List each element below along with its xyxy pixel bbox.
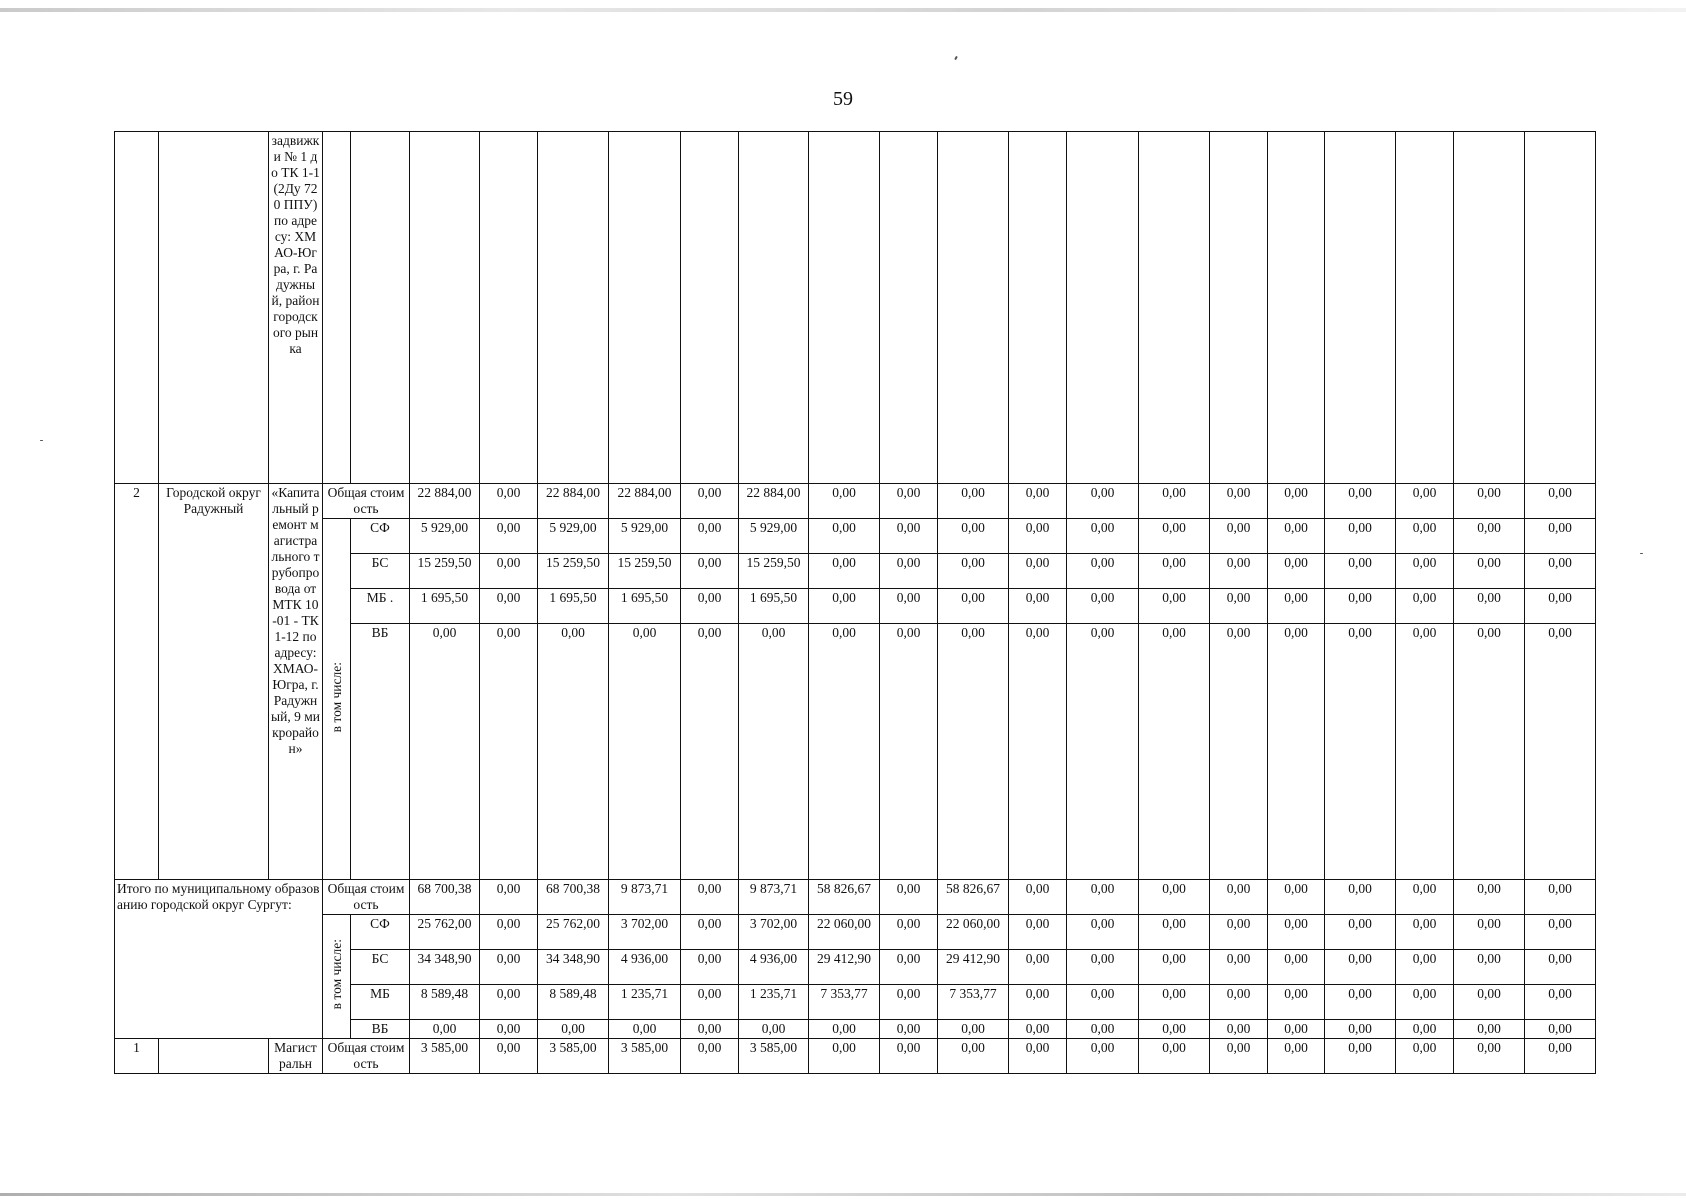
value-cell: 0,00 [681, 1039, 739, 1074]
object-row-group [115, 1039, 1596, 1074]
value-cell: 0,00 [1067, 484, 1139, 519]
value-cell: 0,00 [880, 484, 938, 519]
value-cell: 0,00 [1454, 1039, 1525, 1074]
value-cell: 0,00 [1009, 1020, 1067, 1039]
value-cell: 0,00 [1268, 624, 1325, 880]
cell-empty [159, 132, 269, 484]
value-cell: 0,00 [1268, 880, 1325, 915]
value-cell: 0,00 [1139, 519, 1210, 554]
value-cell: 0,00 [609, 624, 681, 880]
value-cell: 0,00 [1268, 950, 1325, 985]
value-cell: 15 259,50 [609, 554, 681, 589]
value-cell: 0,00 [1009, 950, 1067, 985]
table-row [115, 1039, 1596, 1074]
value-cell: 0,00 [1139, 484, 1210, 519]
value-cell: 68 700,38 [538, 880, 609, 915]
value-cell: 0,00 [410, 624, 480, 880]
value-cell: 0,00 [1210, 484, 1268, 519]
object-name-continued: задвижки № 1 до ТК 1-1 (2Ду 720 ППУ) по адресу: ХМАО-Югра, г. Радужный, район городского рынка [269, 132, 323, 484]
value-cell: 0,00 [1525, 589, 1596, 624]
value-cell: 0,00 [938, 1020, 1009, 1039]
value-cell: 5 929,00 [410, 519, 480, 554]
value-cell: 0,00 [480, 484, 538, 519]
value-cell: 0,00 [1454, 554, 1525, 589]
value-cell: 0,00 [880, 880, 938, 915]
value-cell: 0,00 [1525, 624, 1596, 880]
value-cell: 0,00 [480, 519, 538, 554]
value-cell: 15 259,50 [739, 554, 809, 589]
value-cell: 0,00 [1396, 589, 1454, 624]
value-cell: 0,00 [480, 985, 538, 1020]
value-cell: 1 695,50 [609, 589, 681, 624]
value-cell: 3 585,00 [538, 1039, 609, 1074]
value-cell: 0,00 [880, 1020, 938, 1039]
value-cell: 0,00 [1210, 589, 1268, 624]
value-cell: 1 695,50 [538, 589, 609, 624]
in-total-label: в том числе: [328, 939, 344, 1010]
value-cell: 0,00 [1210, 554, 1268, 589]
value-cell: 0,00 [1268, 985, 1325, 1020]
value-cell: 0,00 [480, 915, 538, 950]
value-cell: 0,00 [1268, 1020, 1325, 1039]
value-cell: 1 235,71 [609, 985, 681, 1020]
value-cell: 0,00 [1210, 985, 1268, 1020]
value-cell: 0,00 [809, 554, 880, 589]
cost-label: Общая стоимость [323, 484, 410, 519]
value-cell: 1 235,71 [739, 985, 809, 1020]
value-cell: 0,00 [1009, 624, 1067, 880]
cost-label: Общая стоимость [323, 880, 410, 915]
value-cell: 0,00 [880, 985, 938, 1020]
value-cell: 0,00 [1210, 1039, 1268, 1074]
value-cell: 0,00 [480, 1039, 538, 1074]
value-cell: 0,00 [609, 1020, 681, 1039]
value-cell: 3 585,00 [609, 1039, 681, 1074]
funding-source-label: ВБ [351, 1020, 410, 1039]
value-cell: 0,00 [1268, 915, 1325, 950]
scan-edge-bottom [0, 1193, 1686, 1196]
municipality-name: Городской округ Радужный [159, 484, 269, 880]
value-cell: 0,00 [1396, 1039, 1454, 1074]
funding-source-label: МБ [351, 985, 410, 1020]
value-cell: 0,00 [1009, 589, 1067, 624]
value-cell: 0,00 [1396, 519, 1454, 554]
value-cell: 0,00 [1454, 519, 1525, 554]
value-cell: 0,00 [880, 1039, 938, 1074]
value-cell: 5 929,00 [739, 519, 809, 554]
funding-source-label: СФ [351, 519, 410, 554]
table-row [115, 915, 1596, 950]
value-cell: 29 412,90 [938, 950, 1009, 985]
value-cell: 0,00 [938, 1039, 1009, 1074]
value-cell: 0,00 [1067, 554, 1139, 589]
value-cell: 0,00 [809, 1039, 880, 1074]
total-row-group [115, 880, 1596, 1039]
value-cell: 0,00 [1525, 554, 1596, 589]
value-cell: 0,00 [480, 554, 538, 589]
value-cell: 0,00 [938, 624, 1009, 880]
value-cell: 0,00 [809, 484, 880, 519]
value-cell: 0,00 [1454, 1020, 1525, 1039]
funding-source-label: МБ . [351, 589, 410, 624]
funding-source-label: ВБ [351, 624, 410, 880]
value-cell: 15 259,50 [410, 554, 480, 589]
value-cell: 0,00 [480, 624, 538, 880]
value-cell: 0,00 [880, 915, 938, 950]
value-cell: 0,00 [1396, 554, 1454, 589]
value-cell: 22 884,00 [410, 484, 480, 519]
value-cell: 0,00 [739, 1020, 809, 1039]
value-cell: 0,00 [681, 880, 739, 915]
row-number: 1 [115, 1039, 159, 1074]
value-cell: 0,00 [1454, 915, 1525, 950]
budget-table [114, 131, 1596, 1074]
value-cell: 0,00 [1525, 519, 1596, 554]
value-cell: 0,00 [538, 624, 609, 880]
value-cell: 0,00 [538, 1020, 609, 1039]
value-cell: 8 589,48 [410, 985, 480, 1020]
value-cell: 0,00 [1067, 985, 1139, 1020]
value-cell: 0,00 [1210, 519, 1268, 554]
value-cell: 0,00 [1325, 985, 1396, 1020]
value-cell: 0,00 [1396, 985, 1454, 1020]
value-cell: 0,00 [681, 519, 739, 554]
value-cell: 0,00 [1325, 589, 1396, 624]
value-cell: 0,00 [1325, 950, 1396, 985]
value-cell: 0,00 [1454, 589, 1525, 624]
value-cell: 0,00 [410, 1020, 480, 1039]
funding-source-label: БС [351, 950, 410, 985]
value-cell: 0,00 [938, 519, 1009, 554]
value-cell: 3 585,00 [739, 1039, 809, 1074]
value-cell: 0,00 [1009, 880, 1067, 915]
value-cell: 58 826,67 [809, 880, 880, 915]
value-cell: 0,00 [1525, 880, 1596, 915]
value-cell: 0,00 [1325, 484, 1396, 519]
value-cell: 0,00 [1325, 915, 1396, 950]
value-cell: 0,00 [1139, 624, 1210, 880]
value-cell: 0,00 [681, 950, 739, 985]
table-row [115, 484, 1596, 519]
value-cell: 0,00 [1139, 950, 1210, 985]
value-cell: 0,00 [880, 519, 938, 554]
table-row [115, 519, 1596, 554]
funding-source-label: СФ [351, 915, 410, 950]
value-cell: 0,00 [938, 589, 1009, 624]
value-cell: 0,00 [1525, 1020, 1596, 1039]
scan-speck [40, 440, 43, 441]
value-cell: 0,00 [1067, 950, 1139, 985]
value-cell: 0,00 [681, 985, 739, 1020]
page-number: 59 [833, 88, 853, 110]
value-cell: 0,00 [681, 624, 739, 880]
value-cell: 22 060,00 [938, 915, 1009, 950]
value-cell: 4 936,00 [739, 950, 809, 985]
value-cell: 0,00 [1009, 985, 1067, 1020]
value-cell: 0,00 [1139, 554, 1210, 589]
value-cell: 22 884,00 [609, 484, 681, 519]
value-cell: 0,00 [1325, 554, 1396, 589]
value-cell: 0,00 [1009, 484, 1067, 519]
total-label: Итого по муниципальному образованию городской округ Сургут: [115, 880, 323, 1039]
value-cell: 0,00 [1139, 1020, 1210, 1039]
value-cell: 0,00 [1525, 985, 1596, 1020]
cell-empty [351, 132, 410, 484]
in-total-vertical-label [323, 519, 351, 880]
value-cell: 0,00 [1325, 1020, 1396, 1039]
in-total-label: в том числе: [328, 661, 344, 733]
value-cell: 25 762,00 [410, 915, 480, 950]
value-cell: 0,00 [681, 484, 739, 519]
value-cell: 0,00 [938, 484, 1009, 519]
in-total-vertical-label [323, 915, 351, 1039]
value-cell: 0,00 [681, 1020, 739, 1039]
value-cell: 0,00 [1139, 915, 1210, 950]
value-cell: 68 700,38 [410, 880, 480, 915]
value-cell: 0,00 [1139, 880, 1210, 915]
value-cell: 0,00 [681, 554, 739, 589]
value-cell: 0,00 [1268, 1039, 1325, 1074]
value-cell: 0,00 [1454, 624, 1525, 880]
value-cell: 22 060,00 [809, 915, 880, 950]
municipality-row-group [115, 484, 1596, 880]
table-row [115, 880, 1596, 915]
value-cell: 0,00 [1396, 950, 1454, 985]
value-cell: 0,00 [1396, 1020, 1454, 1039]
value-cell: 58 826,67 [938, 880, 1009, 915]
value-cell: 0,00 [739, 624, 809, 880]
value-cell: 0,00 [1067, 624, 1139, 880]
value-cell: 0,00 [1525, 915, 1596, 950]
scan-edge-top [0, 8, 1686, 12]
value-cell: 0,00 [809, 589, 880, 624]
value-cell: 0,00 [1067, 589, 1139, 624]
value-cell: 0,00 [809, 519, 880, 554]
value-cell: 0,00 [938, 554, 1009, 589]
value-cell: 0,00 [1210, 915, 1268, 950]
value-cell: 0,00 [1067, 880, 1139, 915]
table-row-continuation [115, 132, 1596, 484]
value-cell: 0,00 [1067, 915, 1139, 950]
value-cell: 0,00 [880, 554, 938, 589]
value-cell: 0,00 [1454, 880, 1525, 915]
value-cell: 0,00 [480, 880, 538, 915]
value-cell: 9 873,71 [609, 880, 681, 915]
value-cell: 0,00 [1009, 915, 1067, 950]
value-cell: 0,00 [1210, 1020, 1268, 1039]
value-cell: 0,00 [1009, 554, 1067, 589]
scan-speck [1640, 553, 1643, 554]
value-cell: 0,00 [880, 624, 938, 880]
value-cell: 0,00 [1325, 519, 1396, 554]
value-cell: 0,00 [1210, 880, 1268, 915]
value-cell: 0,00 [809, 1020, 880, 1039]
scan-speck [954, 56, 958, 60]
value-cell: 22 884,00 [739, 484, 809, 519]
value-cell: 8 589,48 [538, 985, 609, 1020]
value-cell: 1 695,50 [410, 589, 480, 624]
value-cell: 5 929,00 [538, 519, 609, 554]
value-cell: 0,00 [1009, 519, 1067, 554]
value-cell: 1 695,50 [739, 589, 809, 624]
value-cell: 29 412,90 [809, 950, 880, 985]
value-cell: 0,00 [1396, 484, 1454, 519]
value-cell: 0,00 [681, 915, 739, 950]
value-cell: 0,00 [1210, 950, 1268, 985]
value-cell: 34 348,90 [410, 950, 480, 985]
value-cell: 15 259,50 [538, 554, 609, 589]
value-cell: 0,00 [1396, 915, 1454, 950]
value-cell: 0,00 [1525, 484, 1596, 519]
value-cell: 0,00 [480, 1020, 538, 1039]
value-cell: 9 873,71 [739, 880, 809, 915]
value-cell: 0,00 [1454, 484, 1525, 519]
value-cell: 0,00 [880, 589, 938, 624]
value-cell: 0,00 [1325, 1039, 1396, 1074]
value-cell: 0,00 [1396, 624, 1454, 880]
value-cell: 0,00 [1139, 985, 1210, 1020]
value-cell: 0,00 [480, 950, 538, 985]
value-cell: 0,00 [1210, 624, 1268, 880]
value-cell: 0,00 [809, 624, 880, 880]
value-cell: 0,00 [1139, 589, 1210, 624]
cost-label: Общая стоимость [323, 1039, 410, 1074]
value-cell: 0,00 [1268, 484, 1325, 519]
value-cell: 0,00 [880, 950, 938, 985]
value-cell: 7 353,77 [938, 985, 1009, 1020]
value-cell: 7 353,77 [809, 985, 880, 1020]
value-cell: 3 585,00 [410, 1039, 480, 1074]
value-cell: 0,00 [1325, 624, 1396, 880]
value-cell: 0,00 [1009, 1039, 1067, 1074]
value-cell: 0,00 [1454, 985, 1525, 1020]
cell-empty [323, 132, 351, 484]
cell-empty [115, 132, 159, 484]
value-cell: 0,00 [480, 589, 538, 624]
object-name: Магистральн [269, 1039, 323, 1074]
row-number: 2 [115, 484, 159, 880]
municipality-name [159, 1039, 269, 1074]
value-cell: 0,00 [1268, 519, 1325, 554]
value-cell: 5 929,00 [609, 519, 681, 554]
value-cell: 0,00 [1268, 554, 1325, 589]
value-cell: 3 702,00 [609, 915, 681, 950]
value-cell: 0,00 [1268, 589, 1325, 624]
object-name: «Капитальный ремонт магистрального трубопровода от МТК 10-01 - ТК 1-12 по адресу: ХМАО-Югра, г. Радужный, 9 микрорайон» [269, 484, 323, 880]
value-cell: 0,00 [1525, 1039, 1596, 1074]
value-cell: 0,00 [1525, 950, 1596, 985]
value-cell: 0,00 [1067, 519, 1139, 554]
value-cell: 0,00 [1139, 1039, 1210, 1074]
value-cell: 0,00 [1067, 1020, 1139, 1039]
value-cell: 25 762,00 [538, 915, 609, 950]
value-cell: 0,00 [1067, 1039, 1139, 1074]
value-cell: 3 702,00 [739, 915, 809, 950]
value-cell: 34 348,90 [538, 950, 609, 985]
value-cell: 0,00 [1396, 880, 1454, 915]
value-cell: 22 884,00 [538, 484, 609, 519]
value-cell: 0,00 [681, 589, 739, 624]
value-cell: 0,00 [1454, 950, 1525, 985]
funding-source-label: БС [351, 554, 410, 589]
value-cell: 4 936,00 [609, 950, 681, 985]
value-cell: 0,00 [1325, 880, 1396, 915]
